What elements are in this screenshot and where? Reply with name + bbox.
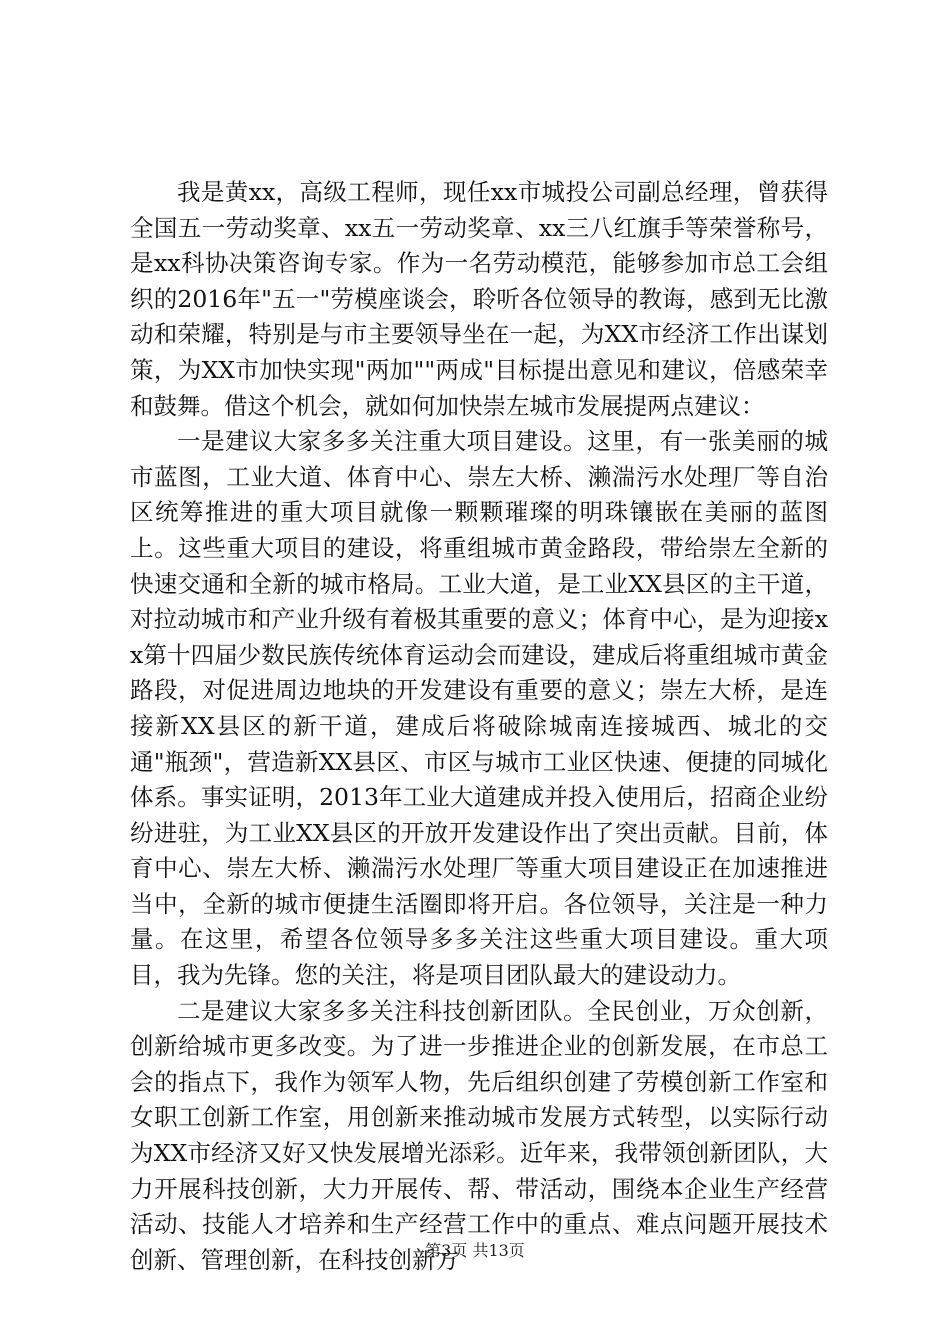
document-body	[130, 175, 828, 1278]
paragraph-suggestion-two: 二是建议大家多多关注科技创新团队。全民创业，万众创新，创新给城市更多改变。为了进一步推进企业的创新发展，在市总工会的指点下，我作为领军人物，先后组织创建了劳模创新工作室和女职工创新工作室，用创新来推动城市发展方式转型，以实际行动为XX市经济又好又快发展增光添彩。近年来，我带领创新团队，大力开展科技创新，大力开展传、帮、带活动，围绕本企业生产经营活动、技能人才培养和生产经营工作中的重点、难点问题开展技术创新、管理创新，在科技创新方	[130, 996, 828, 1274]
page-footer: 第3页 共13页	[425, 1241, 525, 1260]
paragraph-suggestion-one: 一是建议大家多多关注重大项目建设。这里，有一张美丽的城市蓝图，工业大道、体育中心、崇左大桥、濑湍污水处理厂等自治区统筹推进的重大项目就像一颗颗璀璨的明珠镶嵌在美丽的蓝图上。这些重大项目的建设，将重组城市黄金路段，带给崇左全新的快速交通和全新的城市格局。工业大道，是工业XX县区的主干道，对拉动城市和产业升级有着极其重要的意义；体育中心，是为迎接xx第十四届少数民族传统体育运动会而建设，建成后将重组城市黄金路段，对促进周边地块的开发建设有重要的意义；崇左大桥，是连接新XX县区的新干道，建成后将破除城南连接城西、城北的交通"瓶颈"，营造新XX县区、市区与城市工业区快速、便捷的同城化体系。事实证明，2013年工业大道建成并投入使用后，招商企业纷纷进驻，为工业XX县区的开放开发建设作出了突出贡献。目前，体育中心、崇左大桥、濑湍污水处理厂等重大项目建设正在加速推进当中，全新的城市便捷生活圈即将开启。各位领导，关注是一种力量。在这里，希望各位领导多多关注这些重大项目建设。重大项目，我为先锋。您的关注，将是项目团队最大的建设动力。	[130, 427, 828, 990]
paragraph-intro: 我是黄xx，高级工程师，现任xx市城投公司副总经理，曾获得全国五一劳动奖章、xx五一劳动奖章、xx三八红旗手等荣誉称号，是xx科协决策咨询专家。作为一名劳动模范，能够参加市总工会组织的2016年"五一"劳模座谈会，聆听各位领导的教诲，感到无比激动和荣耀，特别是与市主要领导坐在一起，为XX市经济工作出谋划策，为XX市加快实现"两加""两成"目标提出意见和建议，倍感荣幸和鼓舞。借这个机会，就如何加快崇左城市发展提两点建议：	[130, 178, 828, 420]
